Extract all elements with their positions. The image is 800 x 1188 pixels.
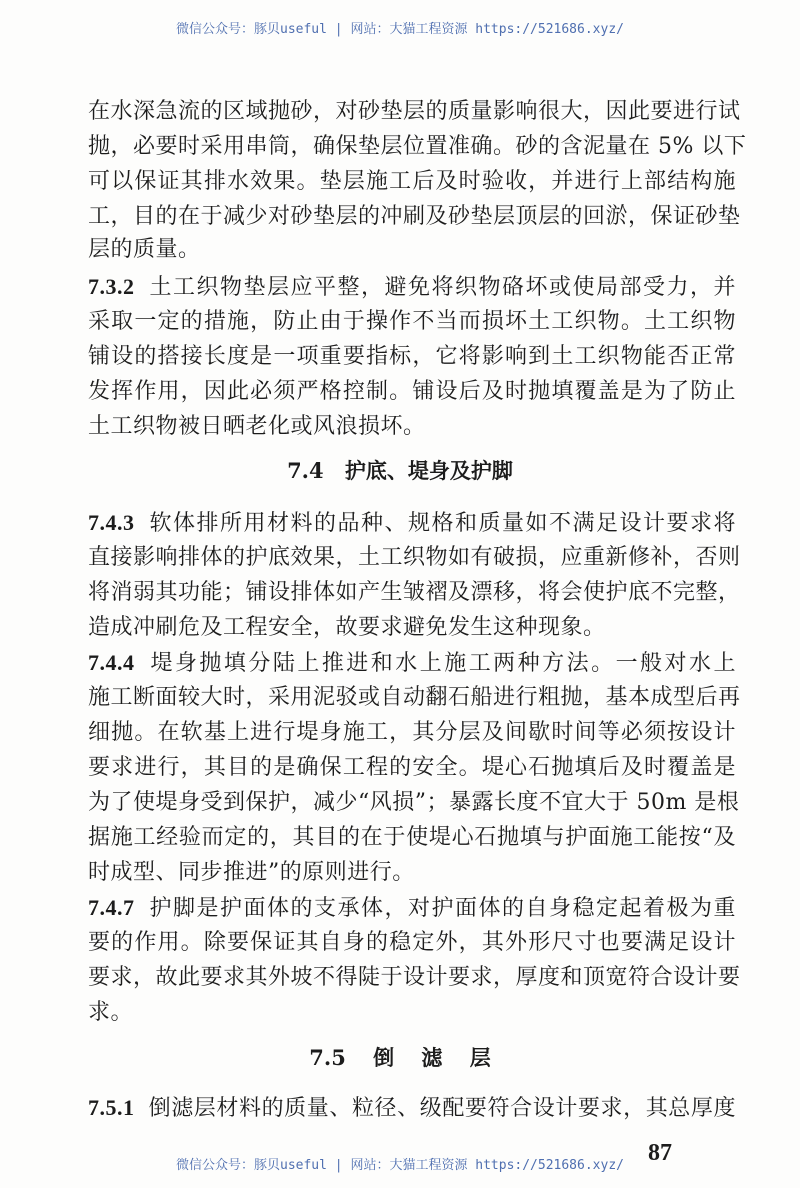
section-heading-7-5: 7.5 倒 滤 层 (309, 1045, 491, 1070)
text-line: 可以保证其排水效果。垫层施工后及时验收，并进行上部结构施 (88, 169, 736, 194)
text-line: 为了使堤身受到保护，减少“风损”；暴露长度不宜大于 50m 是根 (88, 790, 740, 815)
clause-number: 7.4.4 (88, 650, 135, 675)
watermark-footer: 微信公众号：豚贝useful | 网站：大猫工程资源 https://521686.xyz/ (176, 1158, 624, 1173)
clause-text: 软体排所用材料的品种、规格和质量如不满足设计要求将 (148, 511, 736, 536)
text-line (88, 272, 736, 303)
text-line: 据施工经验而定的，其目的在于使堤心石抛填与护面施工能按“及 (88, 825, 736, 850)
text-line: 造成冲刷危及工程安全，故要求避免发生这种现象。 (88, 615, 606, 640)
text-line: 抛，必要时采用串筒，确保垫层位置准确。砂的含泥量在 5% 以下 (88, 134, 747, 159)
clause-number: 7.4.3 (88, 510, 135, 535)
text-line: 铺设的搭接长度是一项重要指标，它将影响到土工织物能否正常 (88, 344, 736, 369)
clause-text: 倒滤层材料的质量、粒径、级配要符合设计要求，其总厚度 (148, 1096, 736, 1121)
clause-number: 7.5.1 (88, 1095, 135, 1120)
text-line: 工，目的在于减少对砂垫层的冲刷及砂垫层顶层的回淤，保证砂垫 (88, 204, 741, 229)
text-line: 要的作用。除要保证其自身的稳定外，其外形尺寸也要满足设计 (88, 930, 736, 955)
text-line: 层的质量。 (88, 237, 201, 262)
page-number: 87 (648, 1140, 672, 1166)
clause-text: 护脚是护面体的支承体，对护面体的自身稳定起着极为重 (148, 896, 736, 921)
clause-number: 7.3.2 (88, 274, 135, 299)
text-line (88, 648, 736, 679)
text-line (88, 893, 736, 924)
text-line: 要求，故此要求其外坡不得陡于设计要求，厚度和顶宽符合设计要 (88, 965, 741, 990)
text-line: 求。 (88, 1000, 134, 1025)
text-line: 发挥作用，因此必须严格控制。铺设后及时抛填覆盖是为了防止 (88, 379, 736, 404)
watermark-header: 微信公众号：豚贝useful | 网站：大猫工程资源 https://521686.xyz/ (176, 22, 624, 37)
text-line: 采取一定的措施，防止由于操作不当而损坏土工织物。土工织物 (88, 309, 736, 334)
section-heading-7-4: 7.4 护底、堤身及护脚 (287, 458, 513, 483)
clause-number: 7.4.7 (88, 895, 135, 920)
text-line: 时成型、同步推进”的原则进行。 (88, 860, 415, 885)
text-line (88, 508, 736, 539)
text-line: 直接影响排体的护底效果，土工织物如有破损，应重新修补，否则 (88, 545, 741, 570)
clause-text: 土工织物垫层应平整，避免将织物硌坏或使局部受力，并 (148, 275, 736, 300)
text-line: 将消弱其功能；铺设排体如产生皱褶及漂移，将会使护底不完整， (88, 580, 741, 605)
text-line: 施工断面较大时，采用泥驳或自动翻石船进行粗抛，基本成型后再 (88, 685, 741, 710)
text-line: 土工织物被日晒老化或风浪损坏。 (88, 414, 426, 439)
text-line: 细抛。在软基上进行堤身施工，其分层及间歇时间等必须按设计 (88, 720, 736, 745)
text-line: 要求进行，其目的是确保工程的安全。堤心石抛填后及时覆盖是 (88, 755, 736, 780)
clause-text: 堤身抛填分陆上推进和水上施工两种方法。一般对水上 (148, 651, 736, 676)
text-line (88, 1093, 736, 1124)
text-line: 在水深急流的区域抛砂，对砂垫层的质量影响很大，因此要进行试 (88, 99, 741, 124)
